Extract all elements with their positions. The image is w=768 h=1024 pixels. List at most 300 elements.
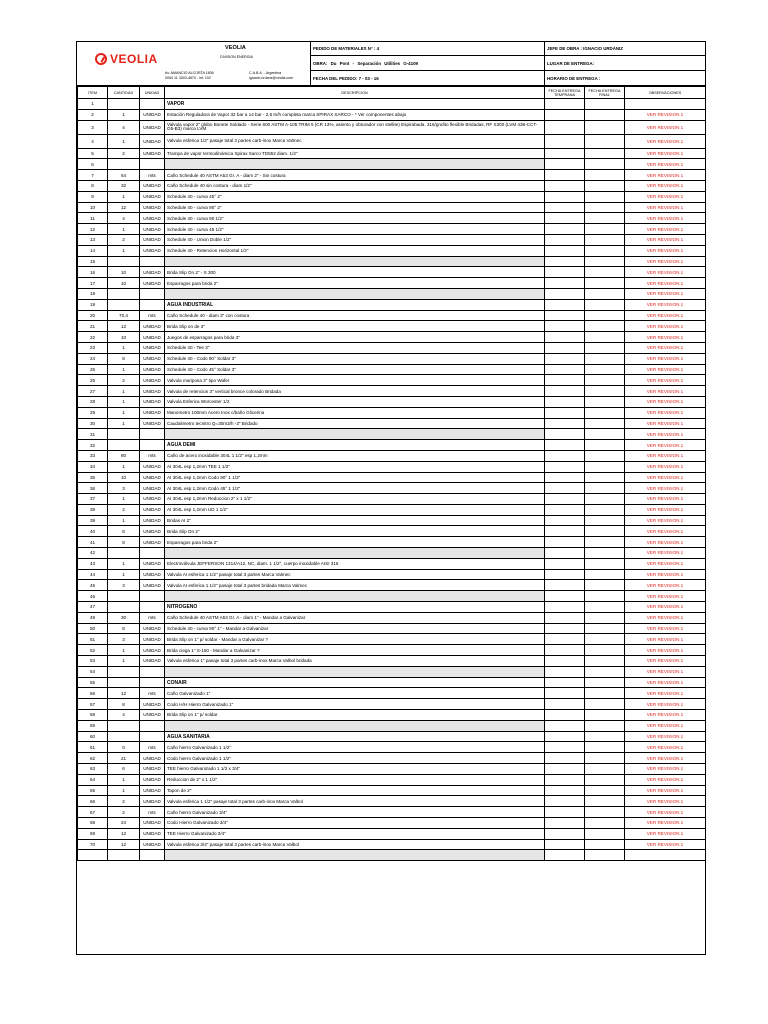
row-unit-cell — [140, 720, 165, 731]
row-unit-cell: UNIDAD — [140, 515, 165, 526]
row-fecha-temprana-cell — [545, 580, 585, 591]
row-observaciones-cell: VER REVISION 1 — [625, 839, 706, 850]
logo-text: VEOLIA — [110, 52, 158, 66]
row-fecha-final-cell — [585, 429, 625, 440]
project-name: OBRA: Du Pont - Separación Utilities O-4109 — [313, 61, 418, 66]
table-row — [78, 720, 706, 731]
row-description-cell: Caño hierro Galvanizado 1 1/2" — [165, 742, 545, 753]
table-row — [78, 504, 706, 515]
col-observaciones: OBSERVACIONES — [625, 87, 706, 99]
row-description-cell — [165, 256, 545, 267]
row-unit-cell — [140, 256, 165, 267]
table-row — [78, 645, 706, 656]
row-fecha-temprana-cell — [545, 515, 585, 526]
table-row — [78, 450, 706, 461]
row-qty-cell: 8 — [108, 353, 140, 364]
row-fecha-temprana-cell — [545, 850, 585, 861]
row-item-cell: 37 — [78, 494, 108, 505]
row-unit-cell: mts — [140, 310, 165, 321]
row-fecha-temprana-cell — [545, 407, 585, 418]
row-item-cell: 46 — [78, 591, 108, 602]
row-observaciones-cell: VER REVISION 1 — [625, 753, 706, 764]
table-row — [78, 321, 706, 332]
row-item-cell: 11 — [78, 213, 108, 224]
row-fecha-final-cell — [585, 321, 625, 332]
row-fecha-final-cell — [585, 753, 625, 764]
row-item-cell: 38 — [78, 504, 108, 515]
row-fecha-final-cell — [585, 450, 625, 461]
row-observaciones-cell: VER REVISION 1 — [625, 742, 706, 753]
row-qty-cell: 1 — [108, 656, 140, 667]
row-fecha-final-cell — [585, 591, 625, 602]
row-observaciones-cell: VER REVISION 1 — [625, 828, 706, 839]
row-unit-cell — [140, 677, 165, 688]
row-fecha-temprana-cell — [545, 364, 585, 375]
materials-table — [77, 86, 706, 861]
row-fecha-temprana-cell — [545, 688, 585, 699]
row-qty-cell: 8 — [108, 623, 140, 634]
col-fecha-temprana: FECHA ENTREGA TEMPRANA — [545, 87, 585, 99]
row-unit-cell — [140, 159, 165, 170]
row-qty-cell: 6 — [108, 764, 140, 775]
row-item-cell: 42 — [78, 548, 108, 559]
row-qty-cell: 1 — [108, 109, 140, 120]
row-unit-cell: UNIDAD — [140, 407, 165, 418]
row-qty-cell: 3 — [108, 634, 140, 645]
row-unit-cell: mts — [140, 612, 165, 623]
row-observaciones-cell: VER REVISION 1 — [625, 526, 706, 537]
order-sheet — [76, 41, 706, 955]
row-fecha-temprana-cell — [545, 288, 585, 299]
row-qty-cell: 1 — [108, 191, 140, 202]
table-row — [78, 224, 706, 235]
row-fecha-final-cell — [585, 332, 625, 343]
row-item-cell: 6 — [78, 159, 108, 170]
row-fecha-final-cell — [585, 170, 625, 181]
row-observaciones-cell: VER REVISION 1 — [625, 818, 706, 829]
table-row — [78, 828, 706, 839]
row-description-cell: Valvula AI esferica 1 1/2" pasaje total 3 partes Marca Valmec — [165, 569, 545, 580]
row-item-cell: 14 — [78, 245, 108, 256]
row-description-cell: Caudalimetro tecnitro Q=30m3/h -3" Bridado — [165, 418, 545, 429]
row-description-cell — [165, 720, 545, 731]
table-row — [78, 202, 706, 213]
row-qty-cell — [108, 548, 140, 559]
table-row — [78, 774, 706, 785]
row-description-cell: Schedule 40 - curva 90° 2" — [165, 202, 545, 213]
row-observaciones-cell: VER REVISION 1 — [625, 418, 706, 429]
row-description-cell — [165, 288, 545, 299]
row-description-cell: Schedule 40 - Tee 3" — [165, 342, 545, 353]
row-description-cell: Valvula AI esferica 1 1/2" pasaje total 3 partes bridada Marca Valmec — [165, 580, 545, 591]
row-description-cell: Valvula Esferica Worcester 1/2 — [165, 396, 545, 407]
row-qty-cell: 2 — [108, 504, 140, 515]
row-description-cell: Valvula vapor 2" globo Bonete Soldado - Serie 600 ASTM A-105 TRIM 5 (CR 13%, asiento y obturador con stellite) Espirabada. 316/grafito flexible Bridadas, RF S300 (LVM 438-CCT-G5-B3) marca LVM — [165, 120, 545, 134]
row-fecha-final-cell — [585, 677, 625, 688]
table-row — [78, 396, 706, 407]
row-fecha-temprana-cell — [545, 720, 585, 731]
row-unit-cell — [140, 850, 165, 861]
row-fecha-final-cell — [585, 472, 625, 483]
row-fecha-final-cell — [585, 602, 625, 613]
row-observaciones-cell: VER REVISION 1 — [625, 386, 706, 397]
row-fecha-final-cell — [585, 623, 625, 634]
row-observaciones-cell: VER REVISION 1 — [625, 429, 706, 440]
row-qty-cell: 2 — [108, 148, 140, 159]
row-observaciones-cell: VER REVISION 1 — [625, 472, 706, 483]
row-item-cell: 69 — [78, 828, 108, 839]
row-fecha-temprana-cell — [545, 699, 585, 710]
row-description-cell: Manometro 100mm Acero Inox c/baño Glicerina — [165, 407, 545, 418]
row-qty-cell: 1 — [108, 396, 140, 407]
row-unit-cell: UNIDAD — [140, 558, 165, 569]
row-fecha-temprana-cell — [545, 191, 585, 202]
row-item-cell: 59 — [78, 720, 108, 731]
row-item-cell: 55 — [78, 677, 108, 688]
row-fecha-temprana-cell — [545, 267, 585, 278]
row-item-cell: 36 — [78, 483, 108, 494]
row-fecha-final-cell — [585, 109, 625, 120]
row-description-cell: Caño Schedule 40 ASTM A53 Gr. A - diam 2" - Sin costura — [165, 170, 545, 181]
row-description-cell: Schedule 40 - Codo 45° Soldar 3" — [165, 364, 545, 375]
row-description-cell: Caño Schedule 40 ASTM A53 Gr. A - diam 1" - Mandar a Galvanizar — [165, 612, 545, 623]
row-item-cell: 40 — [78, 526, 108, 537]
row-item-cell: 56 — [78, 688, 108, 699]
row-description-cell: TEE hierro Galvanizado 1 1/2 x 3/4" — [165, 764, 545, 775]
table-row — [78, 526, 706, 537]
row-observaciones-cell: VER REVISION 1 — [625, 656, 706, 667]
table-row — [78, 753, 706, 764]
row-qty-cell — [108, 288, 140, 299]
row-qty-cell: 4 — [108, 120, 140, 134]
table-body — [78, 99, 706, 861]
row-fecha-temprana-cell — [545, 494, 585, 505]
row-unit-cell: UNIDAD — [140, 396, 165, 407]
row-fecha-temprana-cell — [545, 224, 585, 235]
table-row — [78, 569, 706, 580]
order-number: PEDIDO DE MATERIALES N° : 4 — [313, 46, 380, 51]
row-observaciones-cell: VER REVISION 1 — [625, 159, 706, 170]
row-qty-cell: 1 — [108, 364, 140, 375]
table-row — [78, 796, 706, 807]
row-fecha-final-cell — [585, 120, 625, 134]
row-fecha-final-cell — [585, 839, 625, 850]
table-row — [78, 364, 706, 375]
row-qty-cell: 10 — [108, 332, 140, 343]
row-fecha-final-cell — [585, 558, 625, 569]
row-fecha-temprana-cell — [545, 396, 585, 407]
row-unit-cell: UNIDAD — [140, 764, 165, 775]
table-row — [78, 580, 706, 591]
row-unit-cell: UNIDAD — [140, 645, 165, 656]
row-qty-cell: 1 — [108, 494, 140, 505]
row-observaciones-cell: VER REVISION 1 — [625, 120, 706, 134]
row-fecha-temprana-cell — [545, 483, 585, 494]
row-fecha-temprana-cell — [545, 429, 585, 440]
row-fecha-final-cell — [585, 386, 625, 397]
row-unit-cell: UNIDAD — [140, 699, 165, 710]
table-row — [78, 677, 706, 688]
row-description-cell: Codo Hierro Galvanizado 3/4" — [165, 818, 545, 829]
row-observaciones-cell: VER REVISION 1 — [625, 591, 706, 602]
veolia-logo — [95, 52, 158, 66]
row-fecha-temprana-cell — [545, 537, 585, 548]
division-name: DIVISION ENERGIA — [220, 55, 253, 59]
row-item-cell: 17 — [78, 278, 108, 289]
row-fecha-temprana-cell — [545, 753, 585, 764]
row-fecha-temprana-cell — [545, 353, 585, 364]
row-qty-cell: 1 — [108, 342, 140, 353]
row-fecha-temprana-cell — [545, 109, 585, 120]
row-item-cell: 28 — [78, 396, 108, 407]
row-item-cell: 57 — [78, 699, 108, 710]
row-observaciones-cell: VER REVISION 1 — [625, 299, 706, 310]
table-row — [78, 591, 706, 602]
row-observaciones-cell: VER REVISION 1 — [625, 558, 706, 569]
table-row — [78, 472, 706, 483]
row-unit-cell: UNIDAD — [140, 526, 165, 537]
table-row — [78, 245, 706, 256]
row-fecha-temprana-cell — [545, 710, 585, 721]
delivery-place: LUGAR DE ENTREGA: — [547, 61, 595, 66]
row-item-cell: 65 — [78, 785, 108, 796]
row-fecha-temprana-cell — [545, 213, 585, 224]
row-qty-cell: 8 — [108, 699, 140, 710]
table-row — [78, 375, 706, 386]
row-observaciones-cell: VER REVISION 1 — [625, 548, 706, 559]
row-unit-cell: UNIDAD — [140, 386, 165, 397]
row-fecha-temprana-cell — [545, 256, 585, 267]
row-qty-cell — [108, 731, 140, 742]
row-item-cell: 58 — [78, 710, 108, 721]
row-unit-cell: UNIDAD — [140, 134, 165, 148]
table-row — [78, 191, 706, 202]
table-row — [78, 418, 706, 429]
row-fecha-final-cell — [585, 828, 625, 839]
row-description-cell: Juegos de esparragos para brida 3" — [165, 332, 545, 343]
row-qty-cell: 1 — [108, 134, 140, 148]
row-unit-cell: UNIDAD — [140, 796, 165, 807]
row-item-cell: 5 — [78, 148, 108, 159]
row-unit-cell: UNIDAD — [140, 245, 165, 256]
row-fecha-temprana-cell — [545, 120, 585, 134]
table-row — [78, 120, 706, 134]
row-fecha-temprana-cell — [545, 591, 585, 602]
row-observaciones-cell: VER REVISION 1 — [625, 288, 706, 299]
row-description-cell: VAPOR — [165, 99, 545, 110]
row-observaciones-cell: VER REVISION 1 — [625, 580, 706, 591]
table-row — [78, 634, 706, 645]
table-header-row — [78, 87, 706, 99]
row-description-cell: Codo hierro Galvanizado 1 1/2" — [165, 753, 545, 764]
row-observaciones-cell: VER REVISION 1 — [625, 180, 706, 191]
row-fecha-temprana-cell — [545, 504, 585, 515]
row-fecha-temprana-cell — [545, 774, 585, 785]
row-unit-cell: UNIDAD — [140, 839, 165, 850]
row-fecha-temprana-cell — [545, 839, 585, 850]
table-row — [78, 850, 706, 861]
row-fecha-final-cell — [585, 134, 625, 148]
row-fecha-final-cell — [585, 396, 625, 407]
row-qty-cell: 0 — [108, 742, 140, 753]
row-item-cell: 23 — [78, 342, 108, 353]
row-description-cell: Schedule 40 - Union Doble 1/2" — [165, 234, 545, 245]
row-fecha-final-cell — [585, 742, 625, 753]
delivery-time: HORARIO DE ENTREGA : — [547, 76, 601, 81]
table-row — [78, 234, 706, 245]
company-block — [77, 42, 311, 86]
row-description-cell: Schedule 40 - curva 45 1/2" — [165, 224, 545, 235]
row-observaciones-cell: VER REVISION 1 — [625, 148, 706, 159]
row-observaciones-cell: VER REVISION 1 — [625, 364, 706, 375]
row-qty-cell: 32 — [108, 180, 140, 191]
row-observaciones-cell: VER REVISION 1 — [625, 699, 706, 710]
row-observaciones-cell: VER REVISION 1 — [625, 332, 706, 343]
row-qty-cell: 2 — [108, 234, 140, 245]
row-qty-cell: 24 — [108, 818, 140, 829]
row-fecha-temprana-cell — [545, 278, 585, 289]
row-qty-cell: 3 — [108, 580, 140, 591]
table-row — [78, 710, 706, 721]
row-fecha-final-cell — [585, 234, 625, 245]
row-description-cell: AGUA DEMI — [165, 440, 545, 451]
row-qty-cell — [108, 299, 140, 310]
row-fecha-temprana-cell — [545, 450, 585, 461]
row-unit-cell: UNIDAD — [140, 472, 165, 483]
row-item-cell: 47 — [78, 602, 108, 613]
row-fecha-final-cell — [585, 645, 625, 656]
row-fecha-final-cell — [585, 720, 625, 731]
table-row — [78, 299, 706, 310]
row-description-cell: Brida ciega 1" S-150 - Mandar a Galvanizar ? — [165, 645, 545, 656]
row-item-cell: 25 — [78, 364, 108, 375]
row-unit-cell: UNIDAD — [140, 202, 165, 213]
row-observaciones-cell — [625, 850, 706, 861]
row-description-cell: Esparragos para brida 2" — [165, 278, 545, 289]
row-observaciones-cell: VER REVISION 1 — [625, 623, 706, 634]
row-description-cell: Schedule 40 - Codo 90° Soldar 3" — [165, 353, 545, 364]
row-item-cell: 66 — [78, 796, 108, 807]
row-observaciones-cell: VER REVISION 1 — [625, 450, 706, 461]
row-fecha-final-cell — [585, 310, 625, 321]
row-unit-cell: UNIDAD — [140, 785, 165, 796]
row-observaciones-cell: VER REVISION 1 — [625, 504, 706, 515]
row-fecha-temprana-cell — [545, 472, 585, 483]
row-fecha-final-cell — [585, 418, 625, 429]
row-description-cell: Brida Slip on de 3" — [165, 321, 545, 332]
row-description-cell: Valvula esferica 1 1/2" pasaje total 3 partes carb-inox Marca Valbol — [165, 796, 545, 807]
row-observaciones-cell: VER REVISION 1 — [625, 256, 706, 267]
row-qty-cell: 1 — [108, 515, 140, 526]
row-observaciones-cell: VER REVISION 1 — [625, 342, 706, 353]
table-row — [78, 180, 706, 191]
row-observaciones-cell: VER REVISION 1 — [625, 645, 706, 656]
row-fecha-temprana-cell — [545, 202, 585, 213]
row-qty-cell: 3 — [108, 483, 140, 494]
row-observaciones-cell: VER REVISION 1 — [625, 731, 706, 742]
row-unit-cell: UNIDAD — [140, 623, 165, 634]
row-qty-cell: 2 — [108, 375, 140, 386]
row-fecha-temprana-cell — [545, 602, 585, 613]
row-unit-cell: UNIDAD — [140, 753, 165, 764]
table-row — [78, 537, 706, 548]
row-description-cell: Trampa de vapor termodinámica Spirax Sarco TD552 diam. 1/2" — [165, 148, 545, 159]
table-row — [78, 134, 706, 148]
row-observaciones-cell: VER REVISION 1 — [625, 720, 706, 731]
row-unit-cell: UNIDAD — [140, 504, 165, 515]
row-fecha-final-cell — [585, 148, 625, 159]
row-unit-cell: UNIDAD — [140, 342, 165, 353]
row-item-cell: 63 — [78, 764, 108, 775]
veolia-logo-icon — [95, 53, 107, 65]
row-qty-cell: 4 — [108, 710, 140, 721]
row-qty-cell: 80 — [108, 450, 140, 461]
row-fecha-final-cell — [585, 288, 625, 299]
row-qty-cell: 12 — [108, 839, 140, 850]
row-fecha-temprana-cell — [545, 764, 585, 775]
row-fecha-final-cell — [585, 440, 625, 451]
row-fecha-final-cell — [585, 699, 625, 710]
row-fecha-final-cell — [585, 526, 625, 537]
row-fecha-final-cell — [585, 256, 625, 267]
row-fecha-final-cell — [585, 807, 625, 818]
row-fecha-final-cell — [585, 548, 625, 559]
row-unit-cell: UNIDAD — [140, 120, 165, 134]
row-item-cell: 53 — [78, 656, 108, 667]
row-observaciones-cell: VER REVISION 1 — [625, 688, 706, 699]
table-row — [78, 785, 706, 796]
row-item-cell: 35 — [78, 472, 108, 483]
table-row — [78, 386, 706, 397]
table-row — [78, 548, 706, 559]
row-fecha-final-cell — [585, 666, 625, 677]
site-manager: JEFE DE OBRA : IGNACIO URDÁNIZ — [547, 46, 623, 51]
row-unit-cell — [140, 602, 165, 613]
table-row — [78, 288, 706, 299]
row-unit-cell: UNIDAD — [140, 213, 165, 224]
row-description-cell: Tapon de 2" — [165, 785, 545, 796]
row-observaciones-cell: VER REVISION 1 — [625, 785, 706, 796]
table-row — [78, 407, 706, 418]
row-observaciones-cell: VER REVISION 1 — [625, 710, 706, 721]
row-fecha-temprana-cell — [545, 634, 585, 645]
row-unit-cell: UNIDAD — [140, 634, 165, 645]
row-qty-cell — [108, 666, 140, 677]
table-row — [78, 612, 706, 623]
row-observaciones-cell: VER REVISION 1 — [625, 569, 706, 580]
row-description-cell: AI 304L esp 1,2mm TEE 1 1/2" — [165, 461, 545, 472]
row-item-cell: 52 — [78, 645, 108, 656]
table-row — [78, 818, 706, 829]
table-row — [78, 342, 706, 353]
table-row — [78, 353, 706, 364]
row-qty-cell — [108, 720, 140, 731]
row-description-cell: Bridas AI 2" — [165, 515, 545, 526]
row-fecha-temprana-cell — [545, 558, 585, 569]
row-unit-cell: mts — [140, 807, 165, 818]
address-email: ignacio.urdanz@veolia.com — [249, 76, 294, 80]
row-unit-cell — [140, 299, 165, 310]
row-description-cell: Valvula mariposa 3" tipo Wafer — [165, 375, 545, 386]
row-fecha-temprana-cell — [545, 677, 585, 688]
row-qty-cell — [108, 677, 140, 688]
row-unit-cell — [140, 288, 165, 299]
row-qty-cell: 1 — [108, 224, 140, 235]
row-description-cell: AI 304L esp 1,2mm UD 1 1/2" — [165, 504, 545, 515]
row-qty-cell — [108, 850, 140, 861]
row-description-cell: Caño hierro Galvanizado 3/4" — [165, 807, 545, 818]
row-observaciones-cell: VER REVISION 1 — [625, 666, 706, 677]
